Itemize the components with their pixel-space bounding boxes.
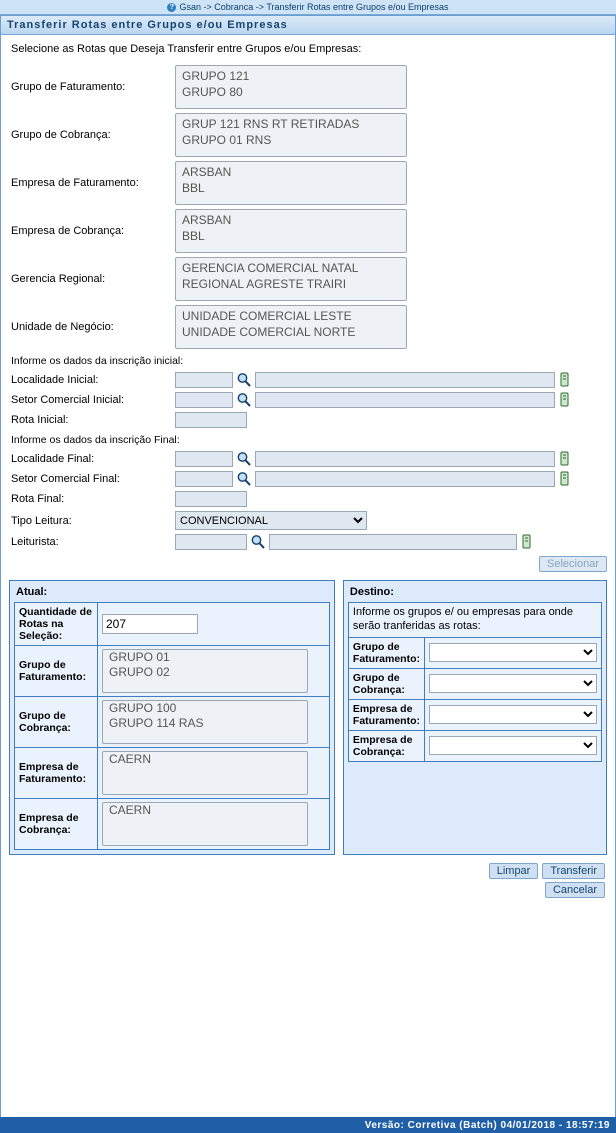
search-icon[interactable] — [236, 372, 252, 388]
input-localidade-inicial[interactable] — [175, 372, 233, 388]
select-destino-grupo-faturamento[interactable] — [429, 643, 597, 662]
row-localidade-inicial — [9, 370, 607, 390]
label-empresa-cobranca: Empresa de Cobrança: — [11, 225, 125, 237]
row-setor-comercial-final — [9, 469, 607, 489]
select-grupo-faturamento[interactable] — [175, 65, 407, 109]
option-item[interactable] — [107, 650, 307, 665]
footer-row-secondary — [545, 882, 605, 898]
limpar-button[interactable]: Limpar — [489, 863, 539, 879]
row-setor-comercial-inicial — [9, 390, 607, 410]
input-setor-comercial-final-desc — [255, 471, 555, 487]
cell-atual-grupo-faturamento — [98, 646, 330, 697]
breadcrumb — [0, 0, 616, 15]
cell-destino-empresa-faturamento — [425, 699, 602, 730]
label-destino-empresa-faturamento: Empresa de Faturamento: — [348, 699, 424, 730]
table-row — [15, 799, 330, 850]
table-row — [15, 646, 330, 697]
panel-atual-title: Atual: — [16, 586, 48, 598]
label-localidade-inicial: Localidade Inicial: — [11, 374, 99, 386]
cell-destino-grupo-faturamento — [425, 637, 602, 668]
cell-gerencia-regional — [173, 255, 607, 303]
option-item[interactable] — [180, 308, 406, 324]
select-atual-empresa-faturamento[interactable] — [102, 751, 308, 795]
cell-rota-inicial — [173, 410, 607, 430]
option-item[interactable] — [180, 276, 406, 292]
table-row — [15, 603, 330, 646]
selecionar-row — [9, 556, 607, 572]
clear-icon[interactable] — [558, 471, 572, 487]
cell-atual-empresa-cobranca — [98, 799, 330, 850]
panel-destino-title: Destino: — [349, 586, 394, 598]
cell-rota-final — [173, 489, 607, 509]
label-atual-grupo-cobranca: Grupo de Cobrança: — [15, 697, 98, 748]
select-grupo-cobranca[interactable] — [175, 113, 407, 157]
destino-note: Informe os grupos e/ ou empresas para onde serão tranferidas as rotas: — [348, 603, 601, 638]
cell-atual-grupo-cobranca — [98, 697, 330, 748]
row-localidade-final — [9, 449, 607, 469]
clear-icon[interactable] — [558, 372, 572, 388]
option-item[interactable] — [180, 180, 406, 196]
input-setor-comercial-inicial[interactable] — [175, 392, 233, 408]
label-setor-comercial-inicial: Setor Comercial Inicial: — [11, 394, 125, 406]
form-instruction: Selecione as Rotas que Deseja Transferir entre Grupos e/ou Empresas: — [11, 43, 362, 55]
help-icon[interactable]: ? — [167, 3, 176, 12]
search-icon[interactable] — [236, 451, 252, 467]
option-item[interactable] — [107, 752, 307, 767]
label-setor-comercial-final: Setor Comercial Final: — [11, 473, 120, 485]
label-localidade-final: Localidade Final: — [11, 453, 95, 465]
table-row — [348, 603, 601, 638]
option-item[interactable] — [180, 228, 406, 244]
cell-quantidade-rotas — [98, 603, 330, 646]
row-empresa-faturamento — [9, 159, 607, 207]
select-gerencia-regional[interactable] — [175, 257, 407, 301]
label-rota-inicial: Rota Inicial: — [11, 414, 69, 426]
cell-grupo-cobranca — [173, 111, 607, 159]
form-content — [1, 35, 615, 1131]
table-row — [348, 668, 601, 699]
inscricao-final-form — [9, 449, 607, 552]
table-row — [15, 748, 330, 799]
cancelar-button[interactable]: Cancelar — [545, 882, 605, 898]
cell-destino-grupo-cobranca — [425, 668, 602, 699]
cell-localidade-final — [173, 449, 607, 469]
status-text: Versão: Corretiva (Batch) 04/01/2018 - 18:57:19 — [364, 1119, 610, 1131]
select-atual-grupo-cobranca[interactable] — [102, 700, 308, 744]
cell-setor-comercial-final — [173, 469, 607, 489]
select-tipo-leitura[interactable] — [175, 511, 367, 530]
label-grupo-faturamento: Grupo de Faturamento: — [11, 81, 126, 93]
clear-icon[interactable] — [520, 534, 534, 550]
search-icon[interactable] — [250, 534, 266, 550]
page-title-text: Transferir Rotas entre Grupos e/ou Empresas — [7, 19, 288, 31]
row-rota-inicial — [9, 410, 607, 430]
page-title — [1, 16, 615, 35]
label-atual-empresa-cobranca: Empresa de Cobrança: — [15, 799, 98, 850]
panels-container — [9, 580, 607, 855]
table-row — [348, 699, 601, 730]
select-unidade-negocio[interactable] — [175, 305, 407, 349]
atual-table — [14, 602, 330, 850]
select-atual-empresa-cobranca[interactable] — [102, 802, 308, 846]
label-rota-final: Rota Final: — [11, 493, 65, 505]
option-item[interactable] — [180, 132, 406, 148]
status-bar — [0, 1117, 616, 1133]
cell-localidade-inicial — [173, 370, 607, 390]
cell-empresa-faturamento — [173, 159, 607, 207]
select-empresa-faturamento[interactable] — [175, 161, 407, 205]
cell-tipo-leitura — [173, 509, 607, 532]
option-item[interactable] — [107, 803, 307, 818]
row-gerencia-regional — [9, 255, 607, 303]
option-item[interactable] — [180, 324, 406, 340]
selecionar-button[interactable]: Selecionar — [539, 556, 607, 572]
row-unidade-negocio — [9, 303, 607, 351]
cell-empresa-cobranca — [173, 207, 607, 255]
label-destino-grupo-faturamento: Grupo de Faturamento: — [348, 637, 424, 668]
option-item[interactable] — [107, 716, 307, 731]
note-inscricao-final: Informe os dados da inscrição Final: — [11, 434, 180, 446]
label-atual-grupo-faturamento: Grupo de Faturamento: — [15, 646, 98, 697]
cell-atual-empresa-faturamento — [98, 748, 330, 799]
destino-table — [348, 602, 602, 762]
breadcrumb-text: Gsan -> Cobranca -> Transferir Rotas entre Grupos e/ou Empresas — [179, 2, 449, 12]
row-leiturista — [9, 532, 607, 552]
select-empresa-cobranca[interactable] — [175, 209, 407, 253]
page-container — [0, 15, 616, 1132]
search-icon[interactable] — [236, 392, 252, 408]
row-rota-final — [9, 489, 607, 509]
row-tipo-leitura — [9, 509, 607, 532]
option-item[interactable] — [107, 665, 307, 680]
cell-setor-comercial-inicial — [173, 390, 607, 410]
cell-grupo-faturamento — [173, 63, 607, 111]
label-tipo-leitura: Tipo Leitura: — [11, 514, 72, 527]
note-inscricao-inicial: Informe os dados da inscrição inicial: — [11, 355, 184, 367]
table-row — [15, 697, 330, 748]
inscricao-inicial-form — [9, 370, 607, 430]
input-setor-comercial-inicial-desc — [255, 392, 555, 408]
clear-icon[interactable] — [558, 392, 572, 408]
panel-atual — [9, 580, 335, 855]
option-item[interactable] — [180, 212, 406, 228]
label-quantidade-rotas: Quantidade de Rotas na Seleção: — [15, 603, 98, 646]
select-destino-empresa-cobranca[interactable] — [429, 736, 597, 755]
row-grupo-cobranca — [9, 111, 607, 159]
input-leiturista[interactable] — [175, 534, 247, 550]
footer-buttons — [9, 863, 607, 898]
label-gerencia-regional: Gerencia Regional: — [11, 273, 106, 285]
input-rota-inicial[interactable] — [175, 412, 247, 428]
panel-destino — [343, 580, 607, 855]
clear-icon[interactable] — [558, 451, 572, 467]
table-row — [348, 730, 601, 761]
label-leiturista: Leiturista: — [11, 536, 59, 548]
input-quantidade-rotas — [102, 614, 198, 634]
input-localidade-inicial-desc — [255, 372, 555, 388]
label-destino-grupo-cobranca: Grupo de Cobrança: — [348, 668, 424, 699]
row-grupo-faturamento — [9, 63, 607, 111]
input-leiturista-desc — [269, 534, 517, 550]
input-localidade-final-desc — [255, 451, 555, 467]
transferir-button[interactable]: Transferir — [542, 863, 605, 879]
label-unidade-negocio: Unidade de Negócio: — [11, 321, 114, 333]
search-icon[interactable] — [236, 471, 252, 487]
input-rota-final[interactable] — [175, 491, 247, 507]
input-localidade-final[interactable] — [175, 451, 233, 467]
option-item[interactable] — [180, 68, 406, 84]
label-destino-empresa-cobranca: Empresa de Cobrança: — [348, 730, 424, 761]
option-item[interactable] — [180, 260, 406, 276]
select-destino-empresa-faturamento[interactable] — [429, 705, 597, 724]
select-destino-grupo-cobranca[interactable] — [429, 674, 597, 693]
selection-form — [9, 63, 607, 351]
label-atual-empresa-faturamento: Empresa de Faturamento: — [15, 748, 98, 799]
row-empresa-cobranca — [9, 207, 607, 255]
footer-row-primary — [489, 863, 605, 879]
option-item[interactable] — [180, 164, 406, 180]
cell-destino-empresa-cobranca — [425, 730, 602, 761]
option-item[interactable] — [180, 116, 406, 132]
option-item[interactable] — [180, 84, 406, 100]
label-empresa-faturamento: Empresa de Faturamento: — [11, 177, 139, 189]
cell-leiturista — [173, 532, 607, 552]
input-setor-comercial-final[interactable] — [175, 471, 233, 487]
table-row — [348, 637, 601, 668]
cell-unidade-negocio — [173, 303, 607, 351]
option-item[interactable] — [107, 701, 307, 716]
select-atual-grupo-faturamento[interactable] — [102, 649, 308, 693]
label-grupo-cobranca: Grupo de Cobrança: — [11, 129, 111, 141]
